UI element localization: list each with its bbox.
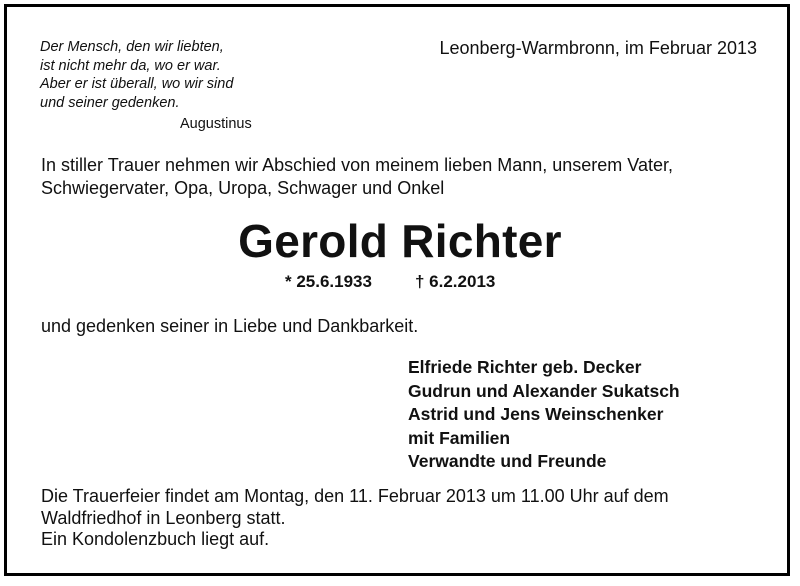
mourner-4: mit Familien — [408, 427, 511, 448]
quote-line-3: Aber er ist überall, wo wir sind — [40, 76, 234, 92]
birth-date: * 25.6.1933 — [285, 272, 372, 291]
intro-line-1: In stiller Trauer nehmen wir Abschied von meinem lieben Mann, unserem Vater, — [41, 155, 673, 175]
intro-text — [41, 154, 757, 200]
funeral-line-3: Ein Kondolenzbuch liegt auf. — [41, 529, 270, 549]
quote-line-2: ist nicht mehr da, wo er war. — [40, 57, 221, 74]
mourner-2: Gudrun und Alexander Sukatsch — [408, 380, 680, 401]
funeral-line-2: Waldfriedhof in Leonberg statt. — [41, 507, 286, 528]
place-date: Leonberg-Warmbronn, im Februar 2013 — [439, 38, 757, 58]
mourners-list — [408, 356, 680, 474]
mourner-5: Verwandte und Freunde — [408, 451, 607, 471]
funeral-info — [41, 486, 757, 551]
quote-line-4: und seiner gedenken. — [40, 94, 180, 111]
death-date: † 6.2.2013 — [415, 272, 496, 291]
quote-block — [40, 38, 233, 112]
mourner-1: Elfriede Richter geb. Decker — [408, 357, 642, 377]
quote-author: Augustinus — [180, 116, 252, 132]
mourner-3: Astrid und Jens Weinschenker — [408, 404, 664, 424]
funeral-line-1: Die Trauerfeier findet am Montag, den 11. Februar 2013 um 11.00 Uhr auf dem — [41, 486, 669, 506]
intro-line-2: Schwiegervater, Opa, Uropa, Schwager und Onkel — [41, 178, 445, 198]
deceased-name: Gerold Richter — [238, 215, 562, 267]
memory-text: und gedenken seiner in Liebe und Dankbarkeit. — [41, 316, 419, 336]
quote-line-1: Der Mensch, den wir liebten, — [40, 39, 224, 55]
